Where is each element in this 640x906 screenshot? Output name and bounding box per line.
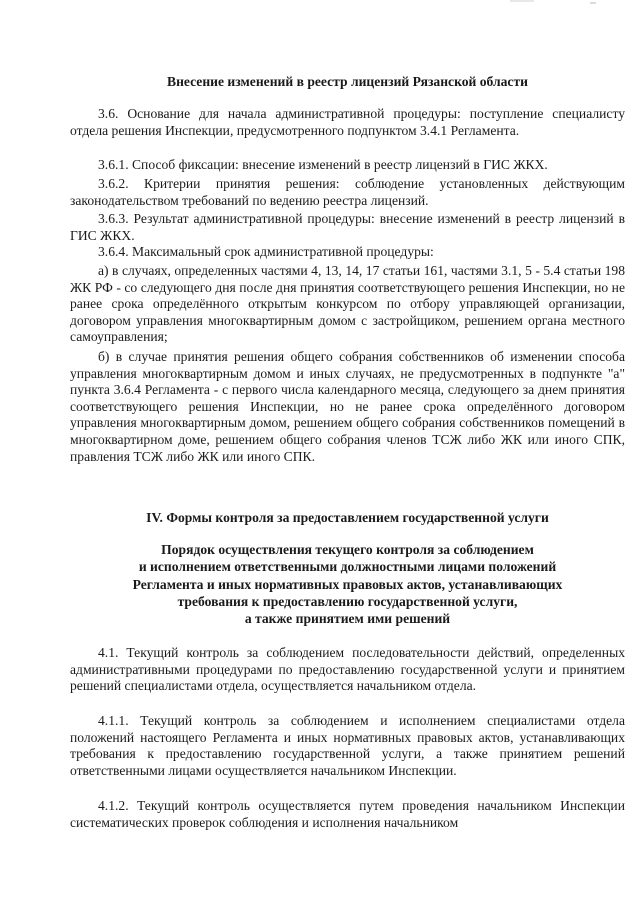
subsection-line: требования к предоставлению государственной услуги, [177, 593, 518, 609]
scan-artifact-tick [590, 2, 596, 4]
subsection-title [70, 541, 625, 627]
paragraph-4-1: 4.1. Текущий контроль за соблюдением последовательности действий, определенных административными процедурами по предоставлению государственной услуги и принятием решений специалистами отдела, осуществляется начальником отдела. [70, 645, 625, 694]
section-title: IV. Формы контроля за предоставлением государственной услуги [146, 510, 549, 525]
scan-artifact [510, 0, 534, 2]
paragraph-3-6-4-a: а) в случаях, определенных частями 4, 13, 14, 17 статьи 161, частями 3.1, 5 - 5.4 статьи 198 ЖК РФ - со следующего дня после дня принятия соответствующего решения Инспекции, но не ранее срока определённого открытым конкурсом по отбору управляющей организации, договором управления многоквартирным домом с застройщиком, решением органа местного самоуправления; [70, 263, 625, 345]
paragraph-3-6-1: 3.6.1. Способ фиксации: внесение изменений в реестр лицензий в ГИС ЖКХ. [98, 157, 548, 172]
paragraph-3-6-4: 3.6.4. Максимальный срок административной процедуры: [98, 244, 434, 259]
paragraph-3-6-4-b: б) в случае принятия решения общего собрания собственников об изменении способа управления многоквартирным домом и иных случаях, не предусмотренных в подпункте "а" пункта 3.6.4 Регламента - с первого числа календарного месяца, следующего за днем принятия соответствующего решения Инспекции, но не ранее срока определённого договором управления многоквартирным домом, решением общего собрания собственников помещений в многоквартирном доме, решением общего собрания членов ТСЖ либо ЖК или иного СПК, правления ТСЖ либо ЖК или иного СПК. [70, 349, 625, 464]
paragraph-3-6-3: 3.6.3. Результат административной процедуры: внесение изменений в реестр лицензий в ГИС ЖКХ. [70, 211, 625, 243]
subsection-line: и исполнением ответственными должностными лицами положений [138, 559, 557, 575]
paragraph-4-1-1: 4.1.1. Текущий контроль за соблюдением и исполнением специалистами отдела положений настоящего Регламента и иных нормативных правовых актов, устанавливающих требования к предоставлению государственной услуги, а также принятием решений ответственными лицами осуществляется начальником Инспекции. [70, 713, 625, 778]
document-title: Внесение изменений в реестр лицензий Рязанской области [167, 74, 528, 89]
subsection-line: Порядок осуществления текущего контроля за соблюдением [161, 542, 534, 557]
subsection-line: а также принятием ими решений [244, 611, 451, 627]
paragraph-3-6-2: 3.6.2. Критерии принятия решения: соблюдение установленных действующим законодательством требований по ведению реестра лицензий. [70, 176, 625, 208]
paragraph-4-1-2: 4.1.2. Текущий контроль осуществляется путем проведения начальником Инспекции систематических проверок соблюдения и исполнения начальником [70, 798, 625, 830]
paragraph-3-6: 3.6. Основание для начала административной процедуры: поступление специалисту отдела решения Инспекции, предусмотренного подпунктом 3.4.1 Регламента. [70, 106, 625, 138]
subsection-line: Регламента и иных нормативных правовых актов, устанавливающих [132, 576, 563, 592]
